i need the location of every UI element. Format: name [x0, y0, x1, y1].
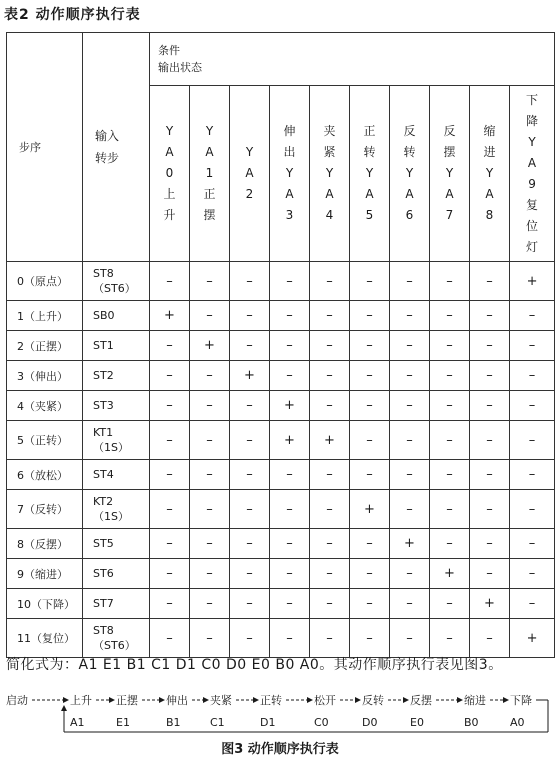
output-col-header: [510, 86, 555, 262]
state-cell: –: [390, 262, 430, 301]
input-cell: ST2: [83, 361, 150, 391]
flow-step-name: 缩进: [464, 694, 486, 707]
table-row: [7, 262, 555, 301]
state-cell: –: [310, 490, 350, 529]
state-cell: –: [190, 361, 230, 391]
state-cell: –: [310, 529, 350, 559]
output-col-header: [350, 86, 390, 262]
output-col-label: 正 转 Y A 5: [363, 124, 376, 222]
state-cell: –: [310, 619, 350, 658]
state-cell: –: [470, 301, 510, 331]
state-cell: –: [430, 619, 470, 658]
flow-step-name: 正转: [260, 694, 282, 707]
table-row: [7, 460, 555, 490]
state-cell: –: [350, 421, 390, 460]
state-cell: –: [310, 301, 350, 331]
step-cell: 5（正转）: [7, 421, 83, 460]
state-cell: –: [150, 361, 190, 391]
state-cell: –: [270, 361, 310, 391]
input-cell: KT2 （1S）: [83, 490, 150, 529]
state-cell: –: [310, 460, 350, 490]
state-cell: –: [390, 421, 430, 460]
flow-step-code: D1: [260, 716, 276, 729]
flow-step-name: 正摆: [116, 694, 138, 707]
flow-step-name: 伸出: [166, 694, 188, 707]
table-row: [7, 301, 555, 331]
header-condition: [150, 33, 555, 86]
state-cell: –: [230, 490, 270, 529]
state-cell: –: [190, 262, 230, 301]
input-cell: SB0: [83, 301, 150, 331]
table-row: [7, 361, 555, 391]
state-cell: –: [510, 361, 555, 391]
state-cell: –: [510, 331, 555, 361]
state-cell: –: [470, 361, 510, 391]
output-col-label: Y A 2: [245, 145, 254, 201]
state-cell: –: [230, 391, 270, 421]
table-body: [7, 262, 555, 658]
state-cell: –: [230, 460, 270, 490]
output-col-label: 缩 进 Y A 8: [483, 124, 496, 222]
header-input-label: 输入 转步: [95, 129, 120, 165]
output-col-header: [230, 86, 270, 262]
output-col-header: [310, 86, 350, 262]
state-cell: –: [350, 331, 390, 361]
input-cell: ST5: [83, 529, 150, 559]
state-cell: –: [150, 490, 190, 529]
state-cell: –: [150, 460, 190, 490]
step-cell: 9（缩进）: [7, 559, 83, 589]
output-col-header: [470, 86, 510, 262]
state-cell: –: [470, 619, 510, 658]
output-col-label: Y A 0 上 升: [163, 124, 176, 222]
state-cell: –: [510, 529, 555, 559]
input-cell: ST8 （ST6）: [83, 262, 150, 301]
header-condition-label: 条件 输出状态: [158, 44, 202, 74]
state-cell: –: [270, 301, 310, 331]
state-cell: –: [350, 391, 390, 421]
state-cell: –: [310, 262, 350, 301]
state-cell: –: [350, 559, 390, 589]
state-cell: –: [230, 331, 270, 361]
state-cell: –: [190, 460, 230, 490]
state-cell: +: [190, 331, 230, 361]
state-cell: –: [390, 331, 430, 361]
state-cell: –: [510, 589, 555, 619]
state-cell: –: [310, 391, 350, 421]
state-cell: –: [470, 490, 510, 529]
state-cell: –: [150, 619, 190, 658]
state-cell: +: [310, 421, 350, 460]
flow-diagram: [0, 688, 560, 736]
step-cell: 4（夹紧）: [7, 391, 83, 421]
state-cell: –: [270, 619, 310, 658]
state-cell: –: [390, 301, 430, 331]
state-cell: +: [390, 529, 430, 559]
state-cell: –: [510, 421, 555, 460]
state-cell: –: [190, 589, 230, 619]
step-cell: 11（复位）: [7, 619, 83, 658]
state-cell: –: [230, 262, 270, 301]
state-cell: +: [230, 361, 270, 391]
output-col-label: 反 摆 Y A 7: [443, 124, 456, 222]
state-cell: –: [350, 589, 390, 619]
table-row: [7, 490, 555, 529]
flow-step-code: A0: [510, 716, 525, 729]
state-cell: +: [470, 589, 510, 619]
state-cell: –: [270, 331, 310, 361]
state-cell: –: [470, 529, 510, 559]
table-row: [7, 589, 555, 619]
table-title: 表2 动作顺序执行表: [4, 7, 141, 23]
step-cell: 0（原点）: [7, 262, 83, 301]
flow-step-code: D0: [362, 716, 378, 729]
state-cell: –: [230, 559, 270, 589]
state-cell: –: [270, 460, 310, 490]
input-cell: ST6: [83, 559, 150, 589]
state-cell: –: [430, 331, 470, 361]
step-cell: 1（上升）: [7, 301, 83, 331]
flow-step-name: 松开: [314, 694, 336, 707]
table-row: [7, 559, 555, 589]
state-cell: –: [470, 391, 510, 421]
state-cell: +: [350, 490, 390, 529]
table-row: [7, 529, 555, 559]
state-cell: –: [430, 262, 470, 301]
flow-start-label: 启动: [6, 694, 28, 707]
state-cell: –: [470, 460, 510, 490]
state-cell: –: [270, 262, 310, 301]
state-cell: –: [270, 589, 310, 619]
flow-step-name: 反摆: [410, 694, 432, 707]
step-cell: 10（下降）: [7, 589, 83, 619]
input-cell: ST4: [83, 460, 150, 490]
output-col-label: 夹 紧 Y A 4: [323, 124, 336, 222]
state-cell: –: [310, 361, 350, 391]
state-cell: –: [430, 301, 470, 331]
flow-step-name: 上升: [70, 694, 92, 707]
state-cell: –: [510, 490, 555, 529]
state-cell: –: [350, 301, 390, 331]
state-cell: +: [510, 619, 555, 658]
state-cell: –: [230, 529, 270, 559]
state-cell: –: [390, 490, 430, 529]
state-cell: –: [150, 421, 190, 460]
state-cell: –: [310, 559, 350, 589]
state-cell: –: [190, 619, 230, 658]
flow-step-name: 反转: [362, 694, 384, 707]
state-cell: –: [510, 391, 555, 421]
state-cell: –: [150, 391, 190, 421]
state-cell: –: [510, 301, 555, 331]
state-cell: –: [430, 490, 470, 529]
table-row: [7, 331, 555, 361]
state-cell: –: [190, 559, 230, 589]
state-cell: –: [270, 490, 310, 529]
state-cell: –: [150, 559, 190, 589]
input-cell: ST3: [83, 391, 150, 421]
state-cell: –: [430, 529, 470, 559]
output-col-label: Y A 1 正 摆: [203, 124, 216, 222]
output-col-header: [430, 86, 470, 262]
state-cell: +: [270, 391, 310, 421]
step-cell: 7（反转）: [7, 490, 83, 529]
state-cell: –: [470, 331, 510, 361]
state-cell: –: [390, 619, 430, 658]
flow-step-code: E0: [410, 716, 424, 729]
state-cell: –: [470, 559, 510, 589]
output-col-label: 下 降 Y A 9 复 位 灯: [526, 92, 539, 254]
flow-step-name: 下降: [510, 694, 532, 707]
output-col-label: 反 转 Y A 6: [403, 124, 416, 222]
state-cell: –: [230, 421, 270, 460]
state-cell: –: [350, 529, 390, 559]
state-cell: –: [190, 421, 230, 460]
table-row: [7, 421, 555, 460]
step-cell: 3（伸出）: [7, 361, 83, 391]
state-cell: –: [150, 589, 190, 619]
flow-step-code: B0: [464, 716, 479, 729]
input-cell: KT1 （1S）: [83, 421, 150, 460]
header-step: 步序: [7, 33, 83, 262]
flow-step-code: C1: [210, 716, 225, 729]
state-cell: +: [270, 421, 310, 460]
output-col-header: [150, 86, 190, 262]
state-cell: –: [310, 589, 350, 619]
state-cell: +: [430, 559, 470, 589]
state-cell: –: [430, 460, 470, 490]
state-cell: –: [390, 460, 430, 490]
state-cell: +: [510, 262, 555, 301]
state-cell: –: [270, 559, 310, 589]
state-cell: –: [230, 301, 270, 331]
table-row: [7, 619, 555, 658]
output-col-header: [390, 86, 430, 262]
flow-step-code: C0: [314, 716, 329, 729]
output-col-header: [190, 86, 230, 262]
state-cell: –: [150, 262, 190, 301]
state-cell: –: [230, 619, 270, 658]
state-cell: –: [150, 529, 190, 559]
state-cell: –: [350, 619, 390, 658]
state-cell: –: [310, 331, 350, 361]
state-cell: –: [390, 361, 430, 391]
state-cell: +: [150, 301, 190, 331]
state-cell: –: [430, 589, 470, 619]
state-cell: –: [350, 460, 390, 490]
figure-caption: 图3 动作顺序执行表: [221, 742, 339, 757]
state-cell: –: [510, 460, 555, 490]
state-cell: –: [190, 529, 230, 559]
action-sequence-table: [6, 32, 555, 658]
state-cell: –: [390, 391, 430, 421]
state-cell: –: [390, 589, 430, 619]
table-row: [7, 391, 555, 421]
state-cell: –: [150, 331, 190, 361]
state-cell: –: [350, 262, 390, 301]
input-cell: ST7: [83, 589, 150, 619]
state-cell: –: [270, 529, 310, 559]
step-cell: 2（正摆）: [7, 331, 83, 361]
header-input: [83, 33, 150, 262]
input-cell: ST1: [83, 331, 150, 361]
step-cell: 6（放松）: [7, 460, 83, 490]
output-col-label: 伸 出 Y A 3: [283, 124, 296, 222]
state-cell: –: [190, 301, 230, 331]
state-cell: –: [430, 391, 470, 421]
state-cell: –: [230, 589, 270, 619]
simplified-formula: 简化式为：A1 E1 B1 C1 D1 C0 D0 E0 B0 A0。其动作顺序执行表见图3。: [6, 657, 503, 673]
state-cell: –: [430, 361, 470, 391]
state-cell: –: [470, 421, 510, 460]
flow-step-code: A1: [70, 716, 85, 729]
state-cell: –: [470, 262, 510, 301]
state-cell: –: [510, 559, 555, 589]
output-col-header: [270, 86, 310, 262]
flow-step-code: B1: [166, 716, 181, 729]
step-cell: 8（反摆）: [7, 529, 83, 559]
state-cell: –: [390, 559, 430, 589]
state-cell: –: [350, 361, 390, 391]
flow-step-code: E1: [116, 716, 130, 729]
flow-step-name: 夹紧: [210, 694, 232, 707]
input-cell: ST8 （ST6）: [83, 619, 150, 658]
state-cell: –: [190, 490, 230, 529]
state-cell: –: [430, 421, 470, 460]
state-cell: –: [190, 391, 230, 421]
